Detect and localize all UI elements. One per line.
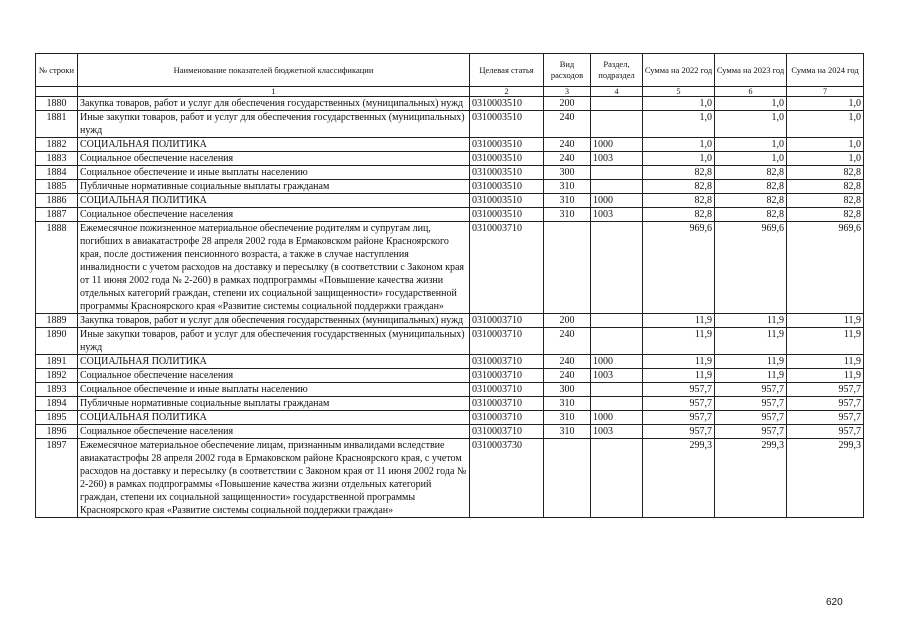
target-article-cell: 0310003710: [470, 328, 544, 355]
expense-type-cell: 310: [544, 425, 591, 439]
header-sum-2024: Сумма на 2024 год: [787, 54, 864, 87]
sum-2022-cell: 299,3: [643, 439, 715, 518]
target-article-cell: 0310003510: [470, 194, 544, 208]
table-row: [36, 111, 864, 138]
sum-2024-cell: 82,8: [787, 208, 864, 222]
sum-2024-cell: 957,7: [787, 425, 864, 439]
row-number-cell: 1892: [36, 369, 78, 383]
expense-type-cell: 310: [544, 194, 591, 208]
row-number-cell: 1887: [36, 208, 78, 222]
row-number-cell: 1884: [36, 166, 78, 180]
sum-2022-cell: 957,7: [643, 411, 715, 425]
column-number: 1: [78, 87, 470, 97]
sum-2022-cell: 11,9: [643, 314, 715, 328]
target-article-cell: 0310003710: [470, 411, 544, 425]
sum-2023-cell: 1,0: [715, 152, 787, 166]
indicator-name-cell: Публичные нормативные социальные выплаты гражданам: [78, 397, 470, 411]
column-number: 6: [715, 87, 787, 97]
sum-2023-cell: 11,9: [715, 369, 787, 383]
row-number-cell: 1889: [36, 314, 78, 328]
target-article-cell: 0310003510: [470, 111, 544, 138]
row-number-cell: 1882: [36, 138, 78, 152]
section-cell: [591, 397, 643, 411]
sum-2023-cell: 1,0: [715, 111, 787, 138]
sum-2022-cell: 11,9: [643, 369, 715, 383]
sum-2022-cell: 957,7: [643, 397, 715, 411]
target-article-cell: 0310003510: [470, 97, 544, 111]
row-number-cell: 1886: [36, 194, 78, 208]
target-article-cell: 0310003710: [470, 383, 544, 397]
column-number: 4: [591, 87, 643, 97]
indicator-name-cell: Социальное обеспечение и иные выплаты населению: [78, 383, 470, 397]
table-row: [36, 425, 864, 439]
sum-2024-cell: 957,7: [787, 383, 864, 397]
target-article-cell: 0310003710: [470, 355, 544, 369]
table-row: [36, 194, 864, 208]
indicator-name-cell: Ежемесячное пожизненное материальное обеспечение родителям и супругам лиц, погибших в авиакатастрофе 28 апреля 2002 года в Ермаковском районе Красноярского края, после достижения пенсионного возраста, а также в случае наступления инвалидности с учетом расходов на доставку и пересылку (в соответствии с Законом края от 11 июня 2002 года № 2-260) в рамках подпрограммы «Повышение качества жизни отдельных категорий граждан, степени их социальной защищенности» государственной программы Красноярского края «Развитие системы социальной поддержки граждан»: [78, 222, 470, 314]
table-row: [36, 208, 864, 222]
expense-type-cell: 200: [544, 97, 591, 111]
section-cell: [591, 180, 643, 194]
table-row: [36, 138, 864, 152]
sum-2024-cell: 957,7: [787, 397, 864, 411]
sum-2023-cell: 11,9: [715, 314, 787, 328]
column-number: 7: [787, 87, 864, 97]
sum-2024-cell: 1,0: [787, 111, 864, 138]
sum-2024-cell: 11,9: [787, 314, 864, 328]
expense-type-cell: 310: [544, 411, 591, 425]
expense-type-cell: 310: [544, 208, 591, 222]
sum-2024-cell: 1,0: [787, 138, 864, 152]
header-sum-2022: Сумма на 2022 год: [643, 54, 715, 87]
section-cell: [591, 328, 643, 355]
section-cell: [591, 439, 643, 518]
indicator-name-cell: Закупка товаров, работ и услуг для обеспечения государственных (муниципальных) нужд: [78, 97, 470, 111]
table-row: [36, 166, 864, 180]
table-row: [36, 222, 864, 314]
sum-2024-cell: 11,9: [787, 355, 864, 369]
sum-2022-cell: 1,0: [643, 97, 715, 111]
row-number-cell: 1894: [36, 397, 78, 411]
target-article-cell: 0310003730: [470, 439, 544, 518]
expense-type-cell: [544, 439, 591, 518]
expense-type-cell: 200: [544, 314, 591, 328]
expense-type-cell: 310: [544, 397, 591, 411]
expense-type-cell: 240: [544, 152, 591, 166]
table-row: [36, 383, 864, 397]
row-number-cell: 1891: [36, 355, 78, 369]
indicator-name-cell: Социальное обеспечение населения: [78, 152, 470, 166]
sum-2024-cell: 11,9: [787, 369, 864, 383]
indicator-name-cell: Иные закупки товаров, работ и услуг для обеспечения государственных (муниципальных) нужд: [78, 111, 470, 138]
target-article-cell: 0310003510: [470, 138, 544, 152]
header-row: [36, 54, 864, 87]
sum-2024-cell: 82,8: [787, 166, 864, 180]
section-cell: [591, 314, 643, 328]
target-article-cell: 0310003710: [470, 425, 544, 439]
sum-2022-cell: 82,8: [643, 194, 715, 208]
row-number-cell: 1890: [36, 328, 78, 355]
expense-type-cell: 240: [544, 369, 591, 383]
sum-2022-cell: 1,0: [643, 152, 715, 166]
sum-2023-cell: 299,3: [715, 439, 787, 518]
sum-2022-cell: 957,7: [643, 383, 715, 397]
header-indicator-name: Наименование показателей бюджетной классификации: [78, 54, 470, 87]
target-article-cell: 0310003510: [470, 166, 544, 180]
sum-2022-cell: 82,8: [643, 180, 715, 194]
target-article-cell: 0310003710: [470, 222, 544, 314]
sum-2023-cell: 957,7: [715, 425, 787, 439]
header-row-number: № строки: [36, 54, 78, 87]
section-cell: 1000: [591, 355, 643, 369]
sum-2022-cell: 82,8: [643, 166, 715, 180]
section-cell: [591, 166, 643, 180]
sum-2024-cell: 969,6: [787, 222, 864, 314]
sum-2023-cell: 957,7: [715, 383, 787, 397]
sum-2022-cell: 11,9: [643, 328, 715, 355]
page-number: 620: [826, 597, 843, 608]
sum-2024-cell: 82,8: [787, 180, 864, 194]
row-number-cell: 1883: [36, 152, 78, 166]
row-number-cell: 1896: [36, 425, 78, 439]
indicator-name-cell: Иные закупки товаров, работ и услуг для обеспечения государственных (муниципальных) нужд: [78, 328, 470, 355]
row-number-cell: 1888: [36, 222, 78, 314]
header-sum-2023: Сумма на 2023 год: [715, 54, 787, 87]
sum-2022-cell: 969,6: [643, 222, 715, 314]
section-cell: 1003: [591, 208, 643, 222]
sum-2023-cell: 957,7: [715, 411, 787, 425]
section-cell: 1003: [591, 152, 643, 166]
column-number: 3: [544, 87, 591, 97]
indicator-name-cell: СОЦИАЛЬНАЯ ПОЛИТИКА: [78, 138, 470, 152]
expense-type-cell: 240: [544, 111, 591, 138]
section-cell: 1000: [591, 138, 643, 152]
row-number-cell: 1885: [36, 180, 78, 194]
sum-2022-cell: 1,0: [643, 111, 715, 138]
sum-2023-cell: 82,8: [715, 180, 787, 194]
table-row: [36, 328, 864, 355]
target-article-cell: 0310003710: [470, 369, 544, 383]
indicator-name-cell: Социальное обеспечение населения: [78, 369, 470, 383]
column-number: 2: [470, 87, 544, 97]
table-row: [36, 314, 864, 328]
indicator-name-cell: Социальное обеспечение населения: [78, 208, 470, 222]
section-cell: 1000: [591, 411, 643, 425]
target-article-cell: 0310003510: [470, 208, 544, 222]
indicator-name-cell: СОЦИАЛЬНАЯ ПОЛИТИКА: [78, 194, 470, 208]
row-number-cell: 1897: [36, 439, 78, 518]
row-number-cell: 1880: [36, 97, 78, 111]
sum-2022-cell: 11,9: [643, 355, 715, 369]
indicator-name-cell: СОЦИАЛЬНАЯ ПОЛИТИКА: [78, 355, 470, 369]
indicator-name-cell: Закупка товаров, работ и услуг для обеспечения государственных (муниципальных) нужд: [78, 314, 470, 328]
expense-type-cell: 310: [544, 180, 591, 194]
sum-2024-cell: 957,7: [787, 411, 864, 425]
sum-2023-cell: 82,8: [715, 208, 787, 222]
section-cell: 1003: [591, 369, 643, 383]
sum-2023-cell: 11,9: [715, 355, 787, 369]
table-row: [36, 152, 864, 166]
indicator-name-cell: Социальное обеспечение населения: [78, 425, 470, 439]
sum-2024-cell: 1,0: [787, 97, 864, 111]
sum-2023-cell: 957,7: [715, 397, 787, 411]
sum-2023-cell: 969,6: [715, 222, 787, 314]
sum-2023-cell: 1,0: [715, 138, 787, 152]
sum-2024-cell: 1,0: [787, 152, 864, 166]
table-row: [36, 439, 864, 518]
sum-2022-cell: 1,0: [643, 138, 715, 152]
indicator-name-cell: Ежемесячное материальное обеспечение лицам, признанным инвалидами вследствие авиакатастрофы 28 апреля 2002 года в Ермаковском районе Красноярского края, с учетом расходов на доставку и пересылку (в соответствии с Законом края от 11 июня 2002 года № 2-260) в рамках подпрограммы «Повышение качества жизни отдельных категорий граждан, степени их социальной защищенности» государственной программы Красноярского края «Развитие системы социальной поддержки граждан»: [78, 439, 470, 518]
section-cell: [591, 111, 643, 138]
row-number-cell: 1893: [36, 383, 78, 397]
expense-type-cell: [544, 222, 591, 314]
table-row: [36, 180, 864, 194]
target-article-cell: 0310003710: [470, 314, 544, 328]
target-article-cell: 0310003710: [470, 397, 544, 411]
section-cell: [591, 222, 643, 314]
expense-type-cell: 240: [544, 355, 591, 369]
expense-type-cell: 240: [544, 138, 591, 152]
table-row: [36, 97, 864, 111]
indicator-name-cell: Социальное обеспечение и иные выплаты населению: [78, 166, 470, 180]
table-row: [36, 369, 864, 383]
section-cell: [591, 383, 643, 397]
indicator-name-cell: Публичные нормативные социальные выплаты гражданам: [78, 180, 470, 194]
sum-2024-cell: 82,8: [787, 194, 864, 208]
column-number: 5: [643, 87, 715, 97]
table-row: [36, 397, 864, 411]
column-number-row: [36, 87, 864, 97]
row-number-cell: 1895: [36, 411, 78, 425]
expense-type-cell: 300: [544, 166, 591, 180]
target-article-cell: 0310003510: [470, 180, 544, 194]
section-cell: 1003: [591, 425, 643, 439]
column-number: [36, 87, 78, 97]
table-body: [36, 97, 864, 518]
sum-2023-cell: 82,8: [715, 194, 787, 208]
sum-2022-cell: 82,8: [643, 208, 715, 222]
header-expense-type: Вид расходов: [544, 54, 591, 87]
section-cell: [591, 97, 643, 111]
budget-table: [35, 53, 864, 518]
indicator-name-cell: СОЦИАЛЬНАЯ ПОЛИТИКА: [78, 411, 470, 425]
section-cell: 1000: [591, 194, 643, 208]
row-number-cell: 1881: [36, 111, 78, 138]
sum-2024-cell: 11,9: [787, 328, 864, 355]
sum-2023-cell: 82,8: [715, 166, 787, 180]
header-target-article: Целевая статья: [470, 54, 544, 87]
sum-2022-cell: 957,7: [643, 425, 715, 439]
sum-2023-cell: 1,0: [715, 97, 787, 111]
table-row: [36, 355, 864, 369]
header-section: Раздел, подраздел: [591, 54, 643, 87]
sum-2024-cell: 299,3: [787, 439, 864, 518]
target-article-cell: 0310003510: [470, 152, 544, 166]
expense-type-cell: 300: [544, 383, 591, 397]
expense-type-cell: 240: [544, 328, 591, 355]
table-row: [36, 411, 864, 425]
sum-2023-cell: 11,9: [715, 328, 787, 355]
